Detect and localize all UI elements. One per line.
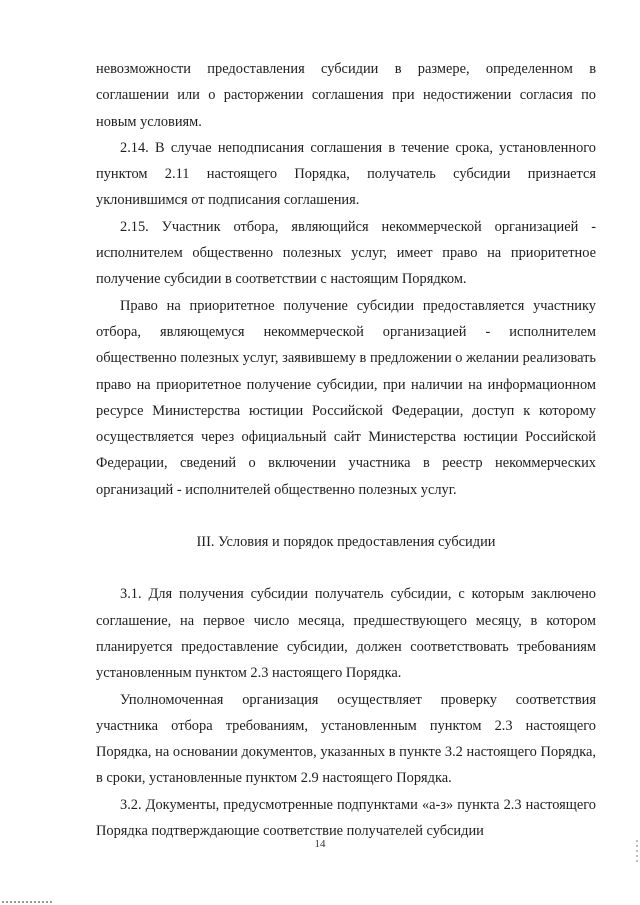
- paragraph-authorized-org: Уполномоченная организация осуществляет проверку соответствия участника отбора требованиям, установленным пунктом 2.3 настоящего Порядка, на основании документов, указанных в пункте 3.2 настоящего Порядка, в сроки, установленные пунктом 2.9 настоящего Порядка.: [96, 691, 596, 787]
- paragraph-continuation: невозможности предоставления субсидии в размере, определенном в соглашении или о расторжении соглашения при недостижении согласия по новым условиям.: [96, 61, 596, 130]
- paragraph-priority-right: Право на приоритетное получение субсидии предоставляется участнику отбора, являющемуся некоммерческой организацией - исполнителем общественно полезных услуг, заявившему в предложении о желании реализовать право на приоритетное получение субсидии, при наличии на информационном ресурсе Министерства юстиции Российской Федерации, доступ к которому осуществляется через официальный сайт Министерства юстиции Российской Федерации, сведений о включении участника в реестр некоммерческих организаций - исполнителей общественно полезных услуг.: [96, 297, 596, 498]
- scan-artifact-right-edge: [636, 840, 638, 864]
- paragraph-3-1: 3.1. Для получения субсидии получатель субсидии, с которым заключено соглашение, на первое число месяца, предшествующего месяцу, в котором планируется предоставление субсидии, должен соответствовать требованиям установленным пунктом 2.3 настоящего Порядка.: [96, 586, 596, 682]
- document-body: [96, 56, 596, 844]
- section-heading: III. Условия и порядок предоставления субсидии: [196, 534, 496, 551]
- paragraph-2-15: 2.15. Участник отбора, являющийся некоммерческой организацией - исполнителем общественно полезных услуг, имеет право на приоритетное получение субсидии в соответствии с настоящим Порядком.: [96, 218, 596, 288]
- scan-artifact-bottom-left: [2, 901, 54, 903]
- paragraph-2-14: 2.14. В случае неподписания соглашения в течение срока, установленного пунктом 2.11 настоящего Порядка, получатель субсидии признается уклонившимся от подписания соглашения.: [96, 139, 596, 209]
- page-number: 14: [314, 838, 326, 850]
- paragraph-3-2: 3.2. Документы, предусмотренные подпунктами «а-з» пункта 2.3 настоящего Порядка подтверждающие соответствие получателей субсидии: [96, 796, 596, 840]
